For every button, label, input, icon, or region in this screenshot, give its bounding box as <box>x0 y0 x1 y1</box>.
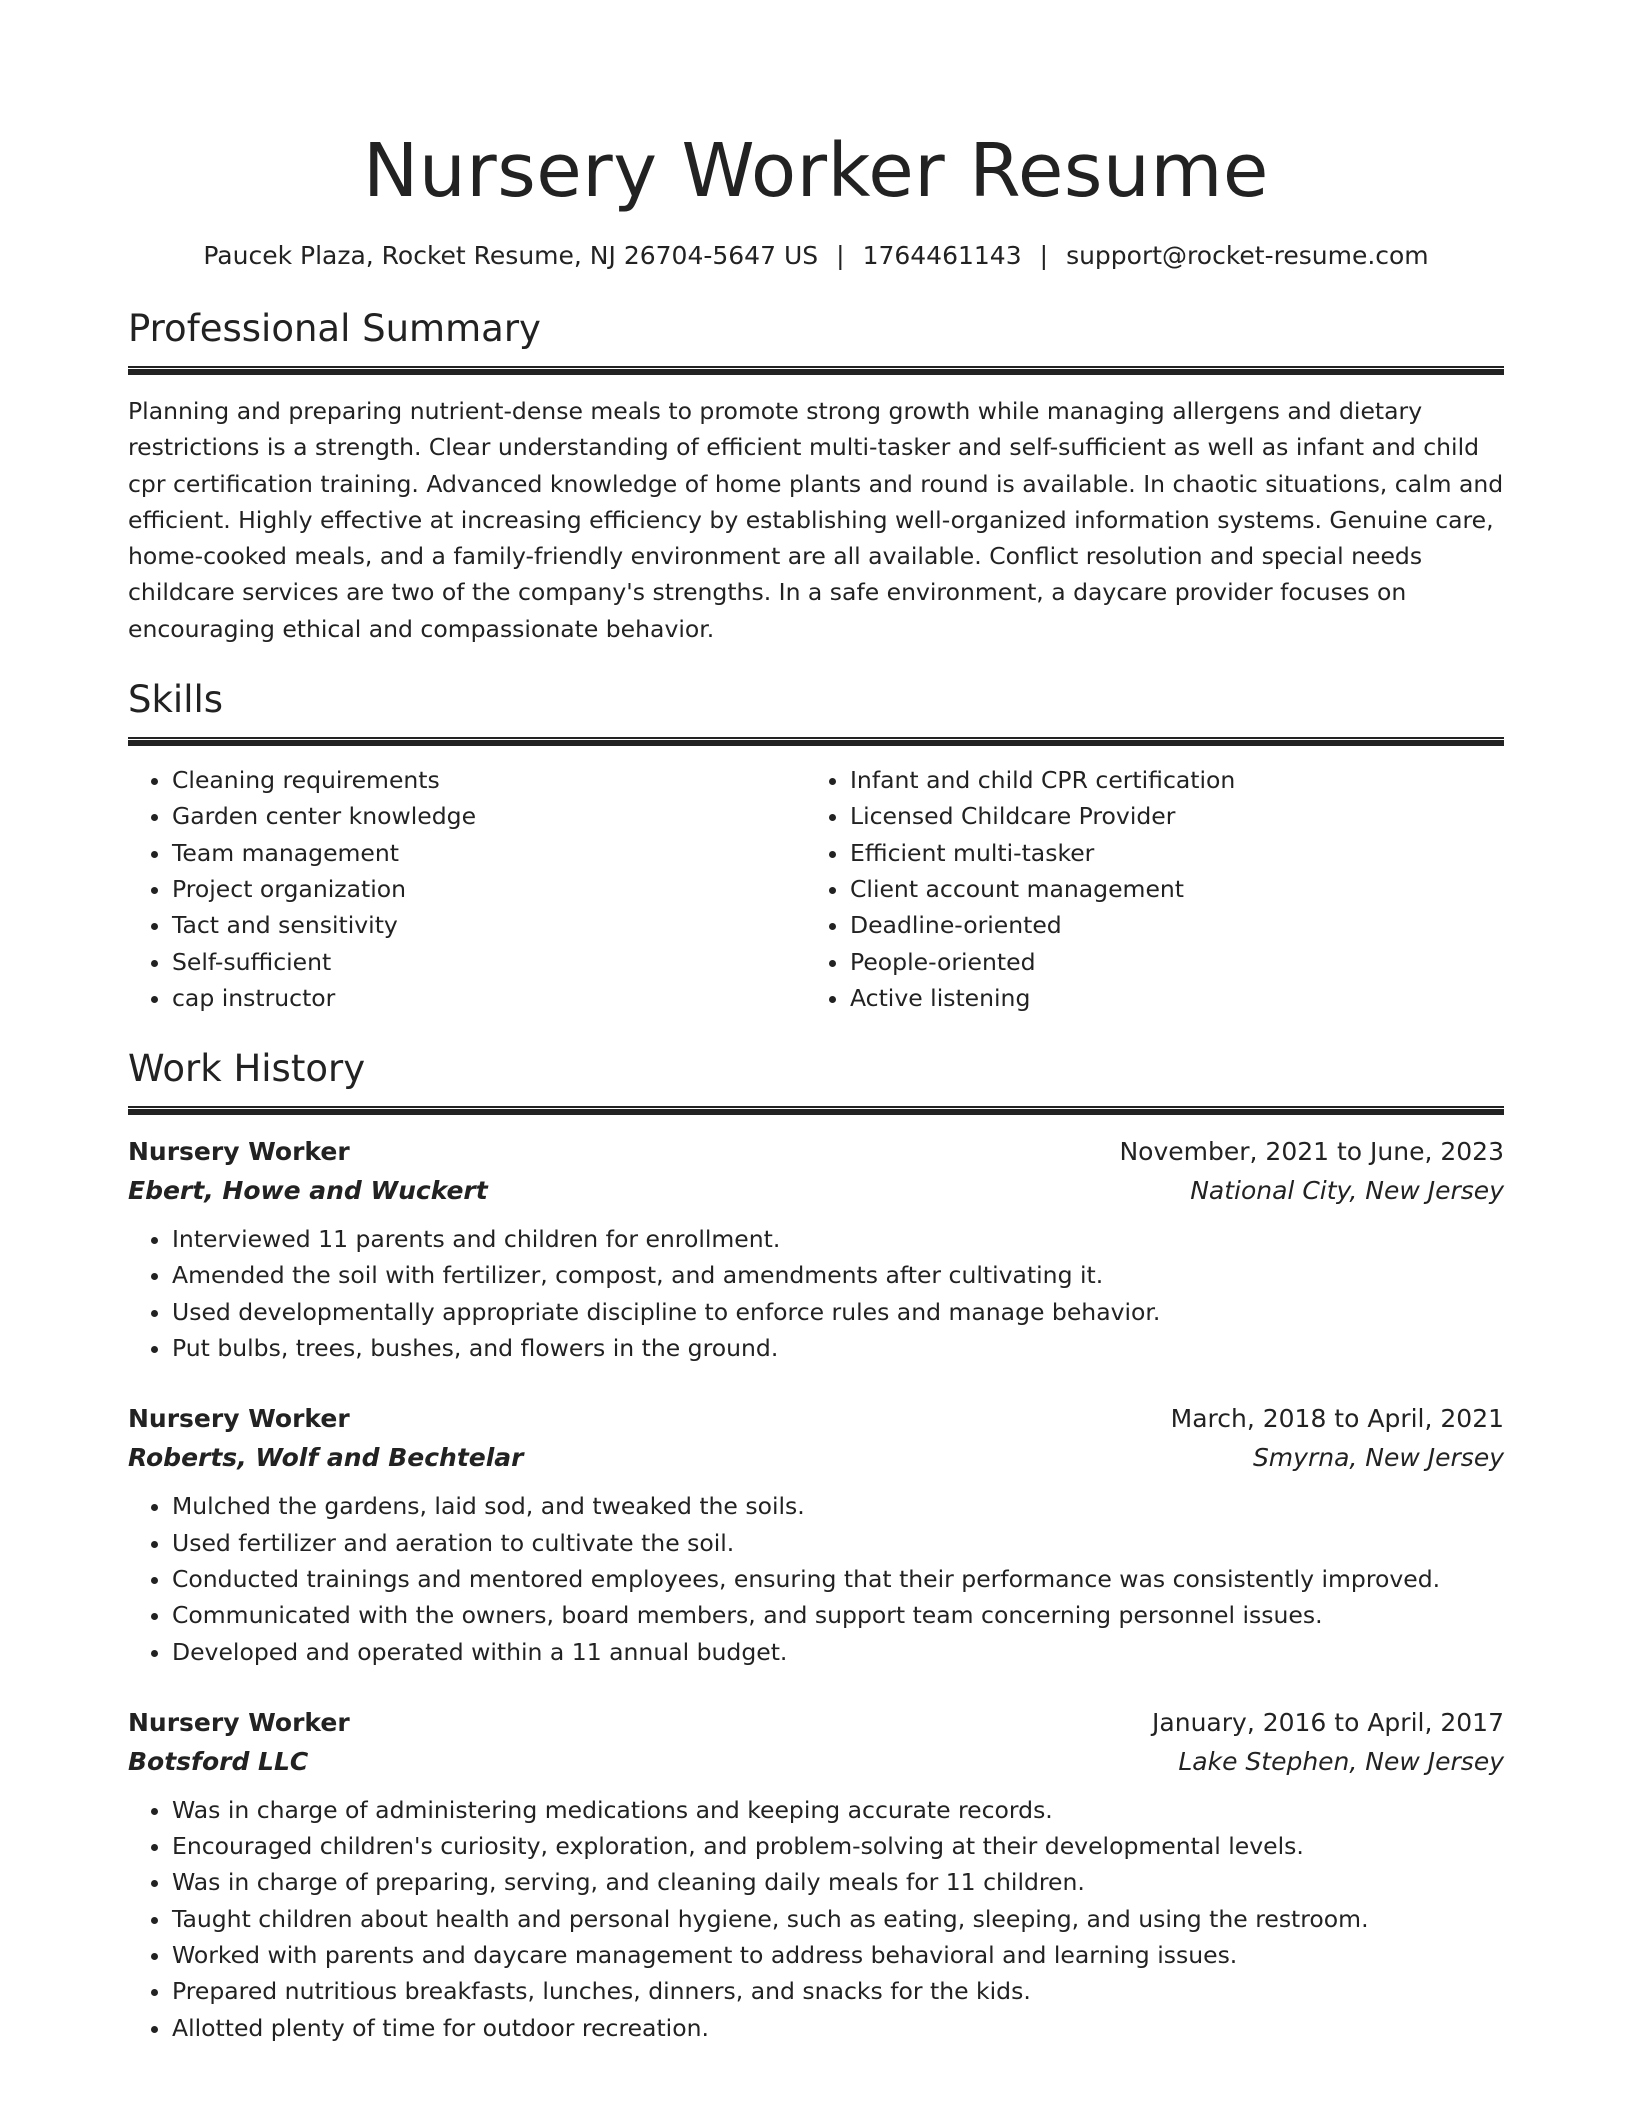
contact-phone: 1764461143 <box>862 241 1022 270</box>
job-company: Roberts, Wolf and Bechtelar <box>128 1443 524 1473</box>
resume-title: Nursery Worker Resume <box>363 128 1269 214</box>
job-company: Botsford LLC <box>128 1746 309 1776</box>
job-bullet: • Put bulbs, trees, bushes, and flowers in the ground. <box>172 1330 1504 1366</box>
job-entry <box>128 1400 1504 1669</box>
job-header-row <box>128 1400 1504 1438</box>
job-bullet: • Developed and operated within a 11 annual budget. <box>172 1634 1504 1670</box>
job-bullet: • Mulched the gardens, laid sod, and tweaked the soils. <box>172 1488 1504 1524</box>
skills-heading: Skills <box>128 678 224 722</box>
work-history-section <box>128 1044 1504 2046</box>
section-divider <box>128 366 1504 375</box>
summary-heading: Professional Summary <box>128 307 541 350</box>
skill-item: • Deadline-oriented <box>850 907 1484 943</box>
skills-section <box>128 675 1504 1016</box>
job-bullet: • Prepared nutritious breakfasts, lunches, dinners, and snacks for the kids. <box>172 1973 1504 2009</box>
job-company-row <box>128 1742 1504 1782</box>
job-title: Nursery Worker <box>128 1707 350 1737</box>
job-bullet: • Conducted trainings and mentored employees, ensuring that their performance was consistently improved. <box>172 1561 1504 1597</box>
job-bullet-list <box>128 1792 1504 2046</box>
skills-list-left <box>128 762 806 1016</box>
skill-item: • Client account management <box>850 871 1484 907</box>
skill-item: • Tact and sensitivity <box>172 907 806 943</box>
work-history-heading: Work History <box>128 1047 366 1091</box>
skill-item: • Project organization <box>172 871 806 907</box>
skill-item: • Efficient multi-tasker <box>850 835 1484 871</box>
skill-item: • Garden center knowledge <box>172 798 806 834</box>
job-header-row <box>128 1704 1504 1742</box>
job-location: Smyrna, New Jersey <box>1252 1443 1504 1473</box>
job-company-row <box>128 1438 1504 1478</box>
section-divider <box>128 1106 1504 1115</box>
job-bullet: • Was in charge of administering medications and keeping accurate records. <box>172 1792 1504 1828</box>
skill-item: • Infant and child CPR certification <box>850 762 1484 798</box>
summary-text: Planning and preparing nutrient-dense meals to promote strong growth while managing allergens and dietary restrictions is a strength. Clear understanding of efficient multi-tasker and self-sufficient as well as infant and child cpr certification training. Advanced knowledge of home plants and round is available. In chaotic situations, calm and efficient. Highly effective at increasing efficiency by establishing well-organized information systems. Genuine care, home-cooked meals, and a family-friendly environment are all available. Conflict resolution and special needs childcare services are two of the company's strengths. In a safe environment, a daycare provider focuses on encouraging ethical and compassionate behavior. <box>128 397 1504 643</box>
skills-grid <box>128 762 1504 1016</box>
contact-line <box>128 238 1504 274</box>
job-location: National City, New Jersey <box>1190 1176 1504 1206</box>
contact-email: support@rocket-resume.com <box>1066 241 1429 270</box>
job-entry <box>128 1133 1504 1366</box>
job-bullet-list <box>128 1221 1504 1366</box>
job-dates: March, 2018 to April, 2021 <box>1170 1404 1504 1434</box>
skill-item: • Self-sufficient <box>172 944 806 980</box>
contact-separator: | <box>1039 241 1049 270</box>
job-header-row <box>128 1133 1504 1171</box>
job-bullet: • Amended the soil with fertilizer, compost, and amendments after cultivating it. <box>172 1257 1504 1293</box>
skill-item: • Cleaning requirements <box>172 762 806 798</box>
job-bullet: • Used developmentally appropriate discipline to enforce rules and manage behavior. <box>172 1294 1504 1330</box>
job-title: Nursery Worker <box>128 1137 350 1167</box>
job-bullet-list <box>128 1488 1504 1669</box>
job-company-row <box>128 1171 1504 1211</box>
contact-address: Paucek Plaza, Rocket Resume, NJ 26704-5647 US <box>203 241 819 270</box>
job-bullet: • Used fertilizer and aeration to cultivate the soil. <box>172 1525 1504 1561</box>
skills-list-right <box>806 762 1484 1016</box>
skill-item: • Team management <box>172 835 806 871</box>
job-bullet: • Allotted plenty of time for outdoor recreation. <box>172 2010 1504 2046</box>
skill-item: • Licensed Childcare Provider <box>850 798 1484 834</box>
resume-content <box>128 118 1504 2046</box>
contact-separator: | <box>836 241 845 270</box>
section-divider <box>128 737 1504 746</box>
skill-item: • People-oriented <box>850 944 1484 980</box>
job-dates: January, 2016 to April, 2017 <box>1152 1707 1504 1737</box>
job-location: Lake Stephen, New Jersey <box>1178 1746 1504 1776</box>
job-company: Ebert, Howe and Wuckert <box>128 1176 488 1206</box>
summary-section <box>128 304 1504 647</box>
job-bullet: • Encouraged children's curiosity, exploration, and problem-solving at their developmental levels. <box>172 1828 1504 1864</box>
job-entry <box>128 1704 1504 2046</box>
job-bullet: • Was in charge of preparing, serving, and cleaning daily meals for 11 children. <box>172 1864 1504 1900</box>
skill-item: • Active listening <box>850 980 1484 1016</box>
job-bullet: • Interviewed 11 parents and children for enrollment. <box>172 1221 1504 1257</box>
job-bullet: • Taught children about health and personal hygiene, such as eating, sleeping, and using the restroom. <box>172 1901 1504 1937</box>
job-bullet: • Communicated with the owners, board members, and support team concerning personnel issues. <box>172 1597 1504 1633</box>
job-title: Nursery Worker <box>128 1404 350 1434</box>
skill-item: • cap instructor <box>172 980 806 1016</box>
job-dates: November, 2021 to June, 2023 <box>1119 1137 1504 1167</box>
job-bullet: • Worked with parents and daycare management to address behavioral and learning issues. <box>172 1937 1504 1973</box>
